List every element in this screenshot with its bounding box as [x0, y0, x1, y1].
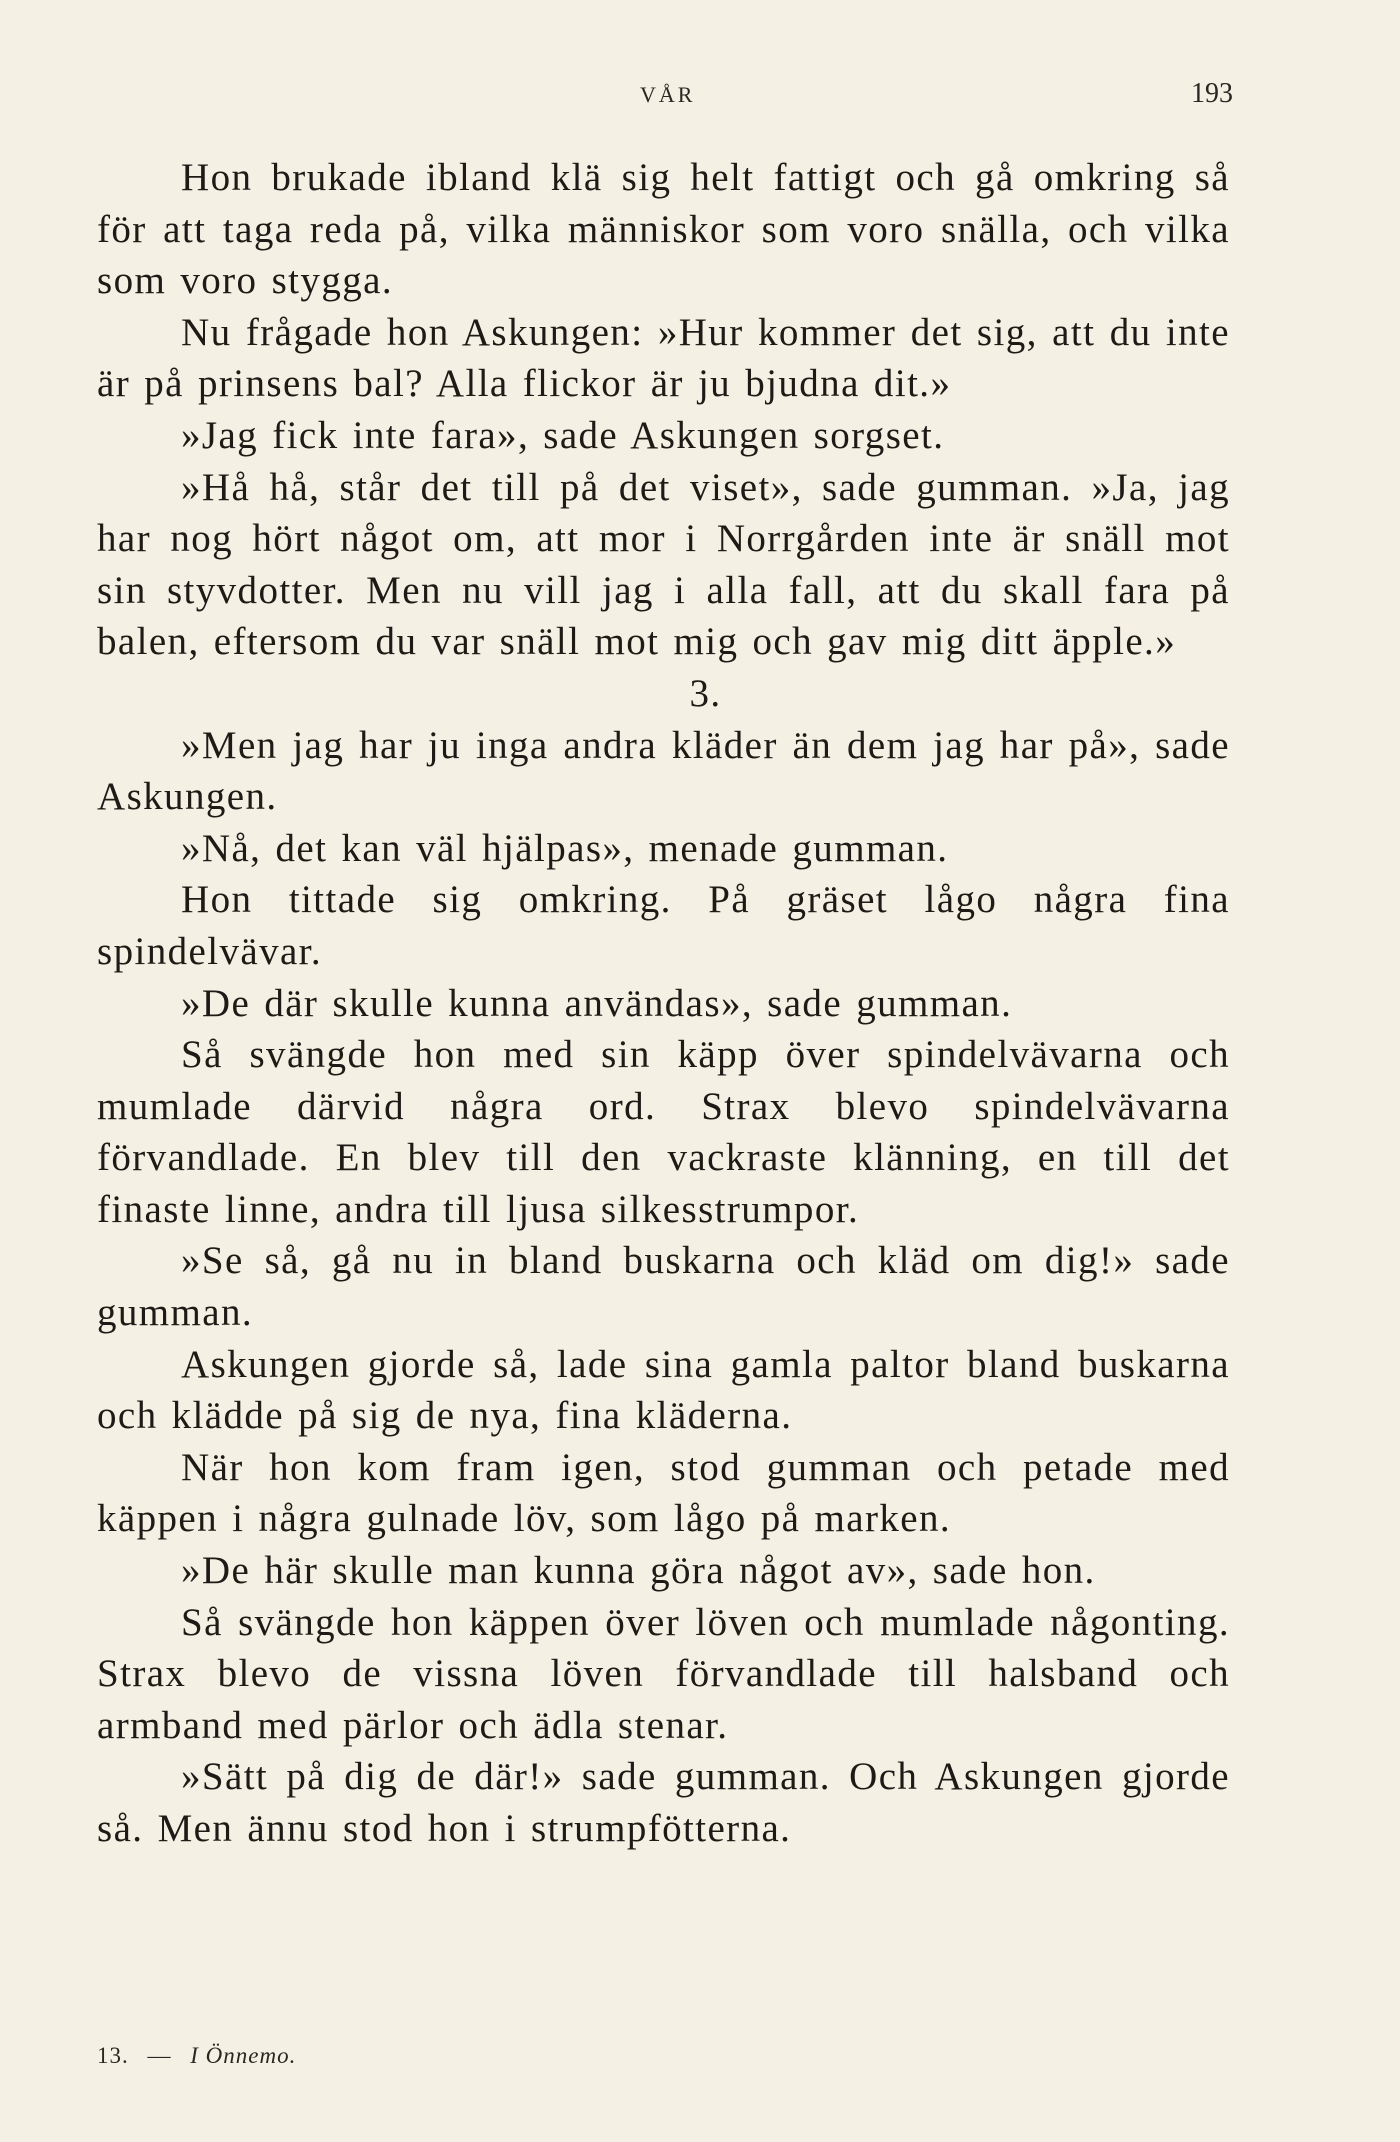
body-text [97, 152, 1230, 1855]
signature-title: I Önnemo. [190, 2043, 297, 2068]
paragraph: »Se så, gå nu in bland buskarna och kläd om dig!» sade gumman. [97, 1239, 1230, 1335]
paragraph: Askungen gjorde så, lade sina gamla paltor bland buskarna och klädde på sig de nya, fina kläderna. [97, 1342, 1230, 1438]
page-number: 193 [1191, 78, 1233, 109]
paragraph: »Nå, det kan väl hjälpas», menade gumman. [181, 826, 949, 870]
paragraph: Hon tittade sig omkring. På gräset lågo några fina spindelvävar. [97, 878, 1230, 973]
paragraph: »De där skulle kunna användas», sade gumman. [181, 981, 1013, 1025]
page-header [0, 78, 1400, 118]
signature-number: 13. [97, 2043, 129, 2068]
paragraph: »Jag fick inte fara», sade Askungen sorgset. [181, 413, 945, 457]
paragraph: »De här skulle man kunna göra något av», sade hon. [181, 1549, 1096, 1593]
paragraph: »Men jag har ju inga andra kläder än dem jag har på», sade Askungen. [97, 723, 1230, 819]
section-number: 3. [689, 671, 722, 715]
printer-signature [97, 2043, 296, 2069]
paragraph: Nu frågade hon Askungen: »Hur kommer det sig, att du inte är på prinsens bal? Alla flickor är ju bjudna dit.» [97, 310, 1230, 406]
running-head: VÅR [640, 82, 696, 107]
paragraph: »Sätt på dig de där!» sade gumman. Och Askungen gjorde så. Men ännu stod hon i strumpfötterna. [97, 1755, 1230, 1850]
paragraph: Så svängde hon käppen över löven och mumlade någonting. Strax blevo de vissna löven förvandlade till halsband och armband med pärlor och ädla stenar. [97, 1600, 1230, 1747]
paragraph: »Hå hå, står det till på det viset», sade gumman. »Ja, jag har nog hört något om, att mor i Norrgården inte är snäll mot sin styvdotter. Men nu vill jag i alla fall, att du skall fara på balen, eftersom du var snäll mot mig och gav mig ditt äpple.» [97, 465, 1230, 664]
signature-dash: — [147, 2043, 172, 2068]
paragraph: När hon kom fram igen, stod gumman och petade med käppen i några gulnade löv, som lågo på marken. [97, 1445, 1230, 1541]
paragraph: Så svängde hon med sin käpp över spindelvävarna och mumlade därvid några ord. Strax blevo spindelvävarna förvandlade. En blev till den vackraste klänning, en till det finaste linne, andra till ljusa silkesstrumpor. [97, 1033, 1230, 1231]
paragraph: Hon brukade ibland klä sig helt fattigt och gå omkring så för att taga reda på, vilka människor som voro snälla, och vilka som voro stygga. [97, 156, 1230, 303]
